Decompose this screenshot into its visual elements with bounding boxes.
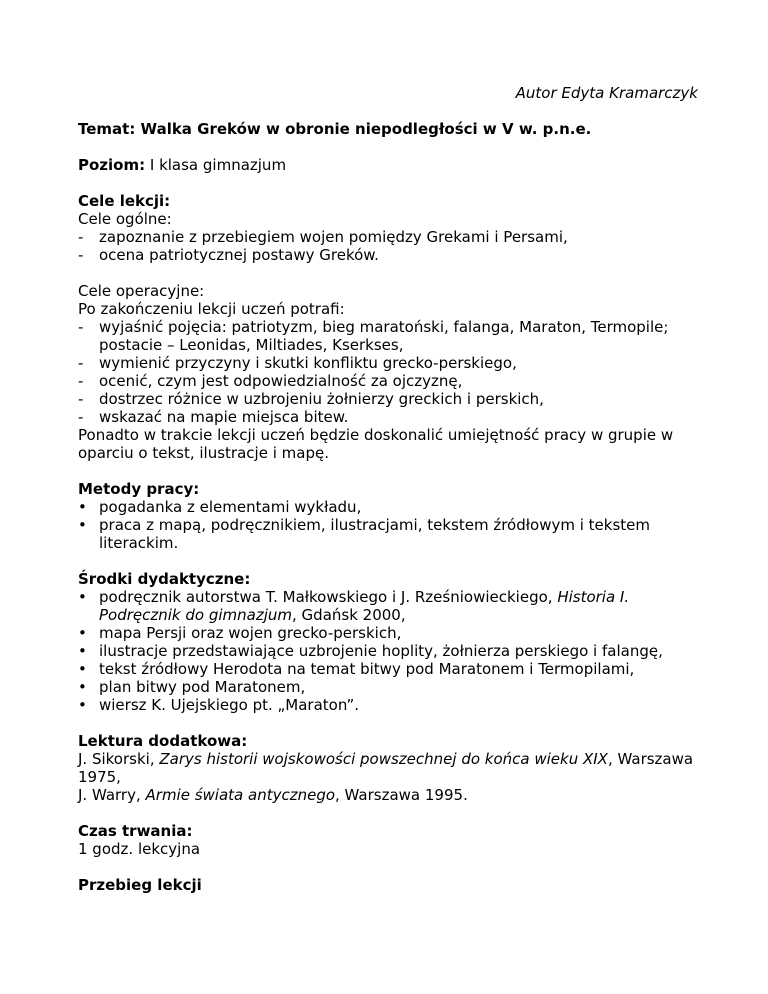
duration-heading: Czas trwania: bbox=[78, 822, 193, 840]
methods-list bbox=[78, 498, 698, 552]
list-item: - zapoznanie z przebiegiem wojen pomiędzy Grekami i Persami, bbox=[78, 228, 698, 246]
list-item: • mapa Persji oraz wojen grecko-perskich, bbox=[78, 624, 698, 642]
lesson-topic: Temat: Walka Greków w obronie niepodległości w V w. p.n.e. bbox=[78, 120, 592, 138]
list-item: • tekst źródłowy Herodota na temat bitwy pod Maratonem i Termopilami, bbox=[78, 660, 698, 678]
document-page bbox=[78, 84, 698, 894]
list-item: • pogadanka z elementami wykładu, bbox=[78, 498, 698, 516]
list-item: • ilustracje przedstawiające uzbrojenie hoplity, żołnierza perskiego i falangę, bbox=[78, 642, 698, 660]
goals-heading: Cele lekcji: bbox=[78, 192, 171, 210]
list-item: • plan bitwy pod Maratonem, bbox=[78, 678, 698, 696]
level-label: Poziom: bbox=[78, 156, 146, 174]
goals-section bbox=[78, 192, 698, 264]
methods-heading: Metody pracy: bbox=[78, 480, 200, 498]
teaching-aids-list bbox=[78, 588, 698, 714]
list-item: - wskazać na mapie miejsca bitew. bbox=[78, 408, 698, 426]
list-item: • wiersz K. Ujejskiego pt. „Maraton”. bbox=[78, 696, 698, 714]
operational-goals-list bbox=[78, 318, 698, 426]
duration-value: 1 godz. lekcyjna bbox=[78, 840, 201, 858]
general-goals-list bbox=[78, 228, 698, 264]
author-line: Autor Edyta Kramarczyk bbox=[515, 84, 698, 102]
methods-section bbox=[78, 480, 698, 552]
list-item: - wymienić przyczyny i skutki konfliktu grecko-perskiego, bbox=[78, 354, 698, 372]
reading-section bbox=[78, 732, 698, 804]
reading-item-2: J. Warry, Armie świata antycznego, Warszawa 1995. bbox=[78, 786, 468, 804]
additional-skills-paragraph: Ponadto w trakcie lekcji uczeń będzie doskonalić umiejętność pracy w grupie w oparciu o tekst, ilustracje i mapę. bbox=[78, 426, 674, 462]
list-item: - wyjaśnić pojęcia: patriotyzm, bieg maratoński, falanga, Maraton, Termopile; postacie – Leonidas, Miltiades, Kserkses, bbox=[78, 318, 698, 354]
level-value: I klasa gimnazjum bbox=[145, 156, 287, 174]
teaching-aids-heading: Środki dydaktyczne: bbox=[78, 570, 251, 588]
reading-heading: Lektura dodatkowa: bbox=[78, 732, 248, 750]
level-line bbox=[78, 156, 698, 174]
teaching-aids-section bbox=[78, 570, 698, 714]
list-item: - ocenić, czym jest odpowiedzialność za ojczyznę, bbox=[78, 372, 698, 390]
reading-item-1: J. Sikorski, Zarys historii wojskowości powszechnej do końca wieku XIX, Warszawa 1975, bbox=[78, 750, 694, 786]
lesson-flow-heading: Przebieg lekcji bbox=[78, 876, 202, 894]
list-item: - dostrzec różnice w uzbrojeniu żołnierzy greckich i perskich, bbox=[78, 390, 698, 408]
operational-goals-intro: Po zakończeniu lekcji uczeń potrafi: bbox=[78, 300, 345, 318]
list-item: • podręcznik autorstwa T. Małkowskiego i J. Rześniowieckiego, Historia I. Podręcznik do gimnazjum, Gdańsk 2000, bbox=[78, 588, 698, 624]
textbook-title: Historia I. Podręcznik do gimnazjum bbox=[99, 588, 630, 624]
book-title: Zarys historii wojskowości powszechnej do końca wieku XIX bbox=[159, 750, 608, 768]
duration-section bbox=[78, 822, 698, 858]
list-item: • praca z mapą, podręcznikiem, ilustracjami, tekstem źródłowym i tekstem literackim. bbox=[78, 516, 698, 552]
operational-goals-label: Cele operacyjne: bbox=[78, 282, 205, 300]
operational-goals-section bbox=[78, 282, 698, 462]
book-title: Armie świata antycznego bbox=[145, 786, 336, 804]
general-goals-label: Cele ogólne: bbox=[78, 210, 172, 228]
list-item: - ocena patriotycznej postawy Greków. bbox=[78, 246, 698, 264]
